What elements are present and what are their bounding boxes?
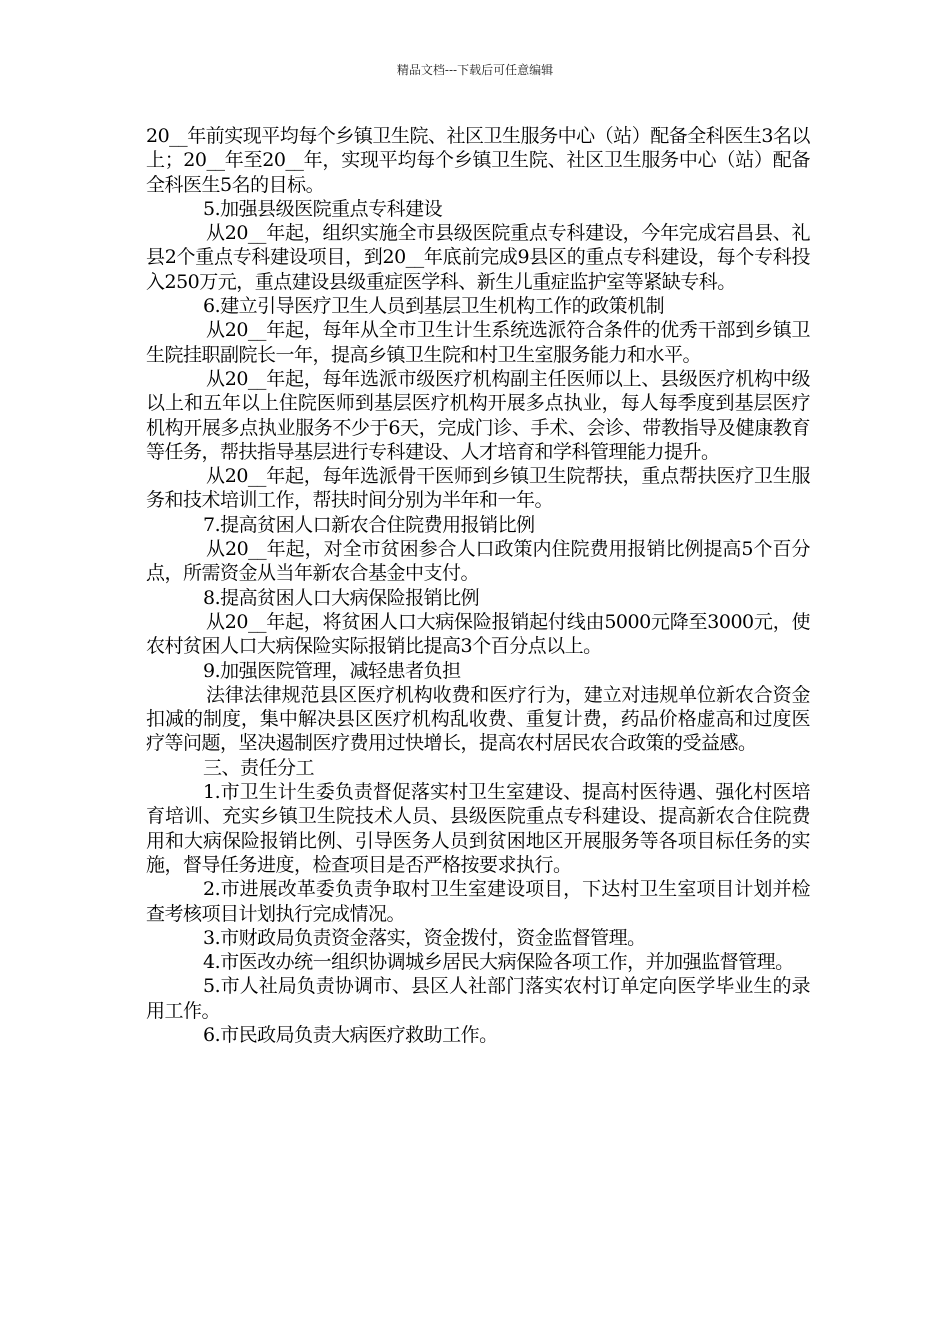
chapter-heading: 三、责任分工	[203, 756, 315, 779]
paragraph: 从20__年起，将贫困人口大病保险报销起付线由5000元降至3000元，使农村贫困人口大病保险实际报销比提高3个百分点以上。	[146, 610, 810, 658]
document-body	[146, 124, 810, 1047]
section-heading: 8.提高贫困人口大病保险报销比例	[203, 586, 480, 609]
list-item: 3.市财政局负责资金落实，资金拨付，资金监督管理。	[203, 926, 646, 949]
paragraph: 从20__年起，每年从全市卫生计生系统选派符合条件的优秀干部到乡镇卫生院挂职副院长一年，提高乡镇卫生院和村卫生室服务能力和水平。	[146, 319, 810, 366]
paragraph: 从20__年起，对全市贫困参合人口政策内住院费用报销比例提高5个百分点，所需资金从当年新农合基金中支付。	[146, 538, 810, 585]
list-item: 4.市医改办统一组织协调城乡居民大病保险各项工作，并加强监督管理。	[203, 951, 794, 974]
section-heading: 5.加强县级医院重点专科建设	[203, 197, 443, 220]
paragraph: 法律法律规范县区医疗机构收费和医疗行为，建立对违规单位新农合资金扣减的制度，集中解决县区医疗机构乱收费、重复计费，药品价格虚高和过度医疗等问题，坚决遏制医疗费用过快增长，提高农村居民农合政策的受益感。	[146, 683, 810, 755]
section-heading: 7.提高贫困人口新农合住院费用报销比例	[203, 513, 535, 536]
paragraph: 从20__年起，每年选派市级医疗机构副主任医师以上、县级医疗机构中级以上和五年以上住院医师到基层医疗机构开展多点执业，每人每季度到基层医疗机构开展多点执业服务不少于6天，完成门诊、手术、会诊、带教指导及健康教育等任务，帮扶指导基层进行专科建设、人才培育和学科管理能力提升。	[146, 367, 810, 463]
section-heading: 9.加强医院管理，减轻患者负担	[203, 659, 461, 682]
page-header: 精品文档---下载后可任意编辑	[396, 63, 554, 77]
section-heading: 6.建立引导医疗卫生人员到基层卫生机构工作的政策机制	[203, 295, 665, 318]
paragraph: 从20__年起，组织实施全市县级医院重点专科建设，今年完成宕昌县、礼县2个重点专科建设项目，到20__年底前完成9县区的重点专科建设，每个专科投入250万元，重点建设县级重症医学科、新生儿重症监护室等紧缺专科。	[146, 222, 810, 293]
paragraph: 从20__年起，每年选派骨干医师到乡镇卫生院帮扶，重点帮扶医疗卫生服务和技术培训工作，帮扶时间分别为半年和一年。	[146, 465, 810, 512]
list-item: 2.市进展改革委负责争取村卫生室建设项目，下达村卫生室项目计划并检查考核项目计划执行完成情况。	[146, 878, 810, 925]
list-item: 6.市民政局负责大病医疗救助工作。	[203, 1023, 498, 1046]
paragraph: 20__年前实现平均每个乡镇卫生院、社区卫生服务中心（站）配备全科医生3名以上；20__年至20__年，实现平均每个乡镇卫生院、社区卫生服务中心（站）配备全科医生5名的目标。	[146, 125, 810, 196]
list-item: 5.市人社局负责协调市、县区人社部门落实农村订单定向医学毕业生的录用工作。	[146, 975, 810, 1022]
list-item: 1.市卫生计生委负责督促落实村卫生室建设、提高村医待遇、强化村医培育培训、充实乡镇卫生院技术人员、县级医院重点专科建设、提高新农合住院费用和大病保险报销比例、引导医务人员到贫困地区开展服务等各项目标任务的实施，督导任务进度，检查项目是否严格按要求执行。	[146, 781, 810, 876]
